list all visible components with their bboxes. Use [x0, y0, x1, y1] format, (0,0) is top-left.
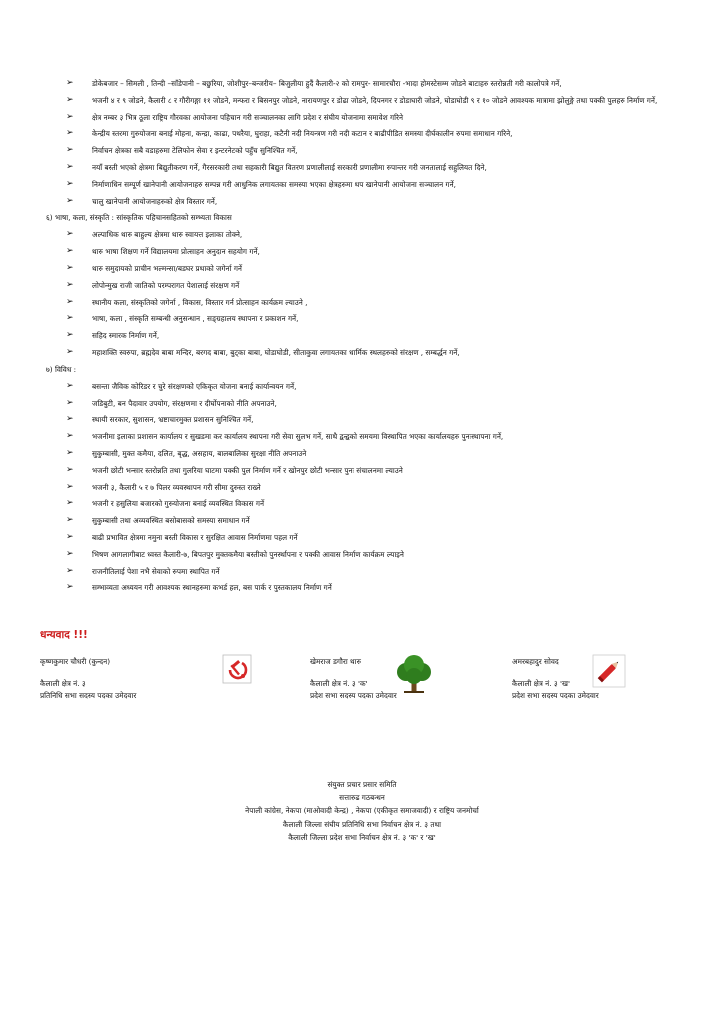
- arrow-bullet-icon: ➢: [66, 414, 74, 425]
- arrow-bullet-icon: ➢: [66, 195, 74, 206]
- arrow-bullet-icon: ➢: [66, 279, 74, 290]
- list-item-text: डोकेबजार – सिमली , तिन्दी –साँडेपानी – बछुरिया, जोशीपुर–बन्जरीय– बिजुलीया हुदैं कैलारी-२ को रामपुर- सामारचौरा -भादा होमस्टेसम्म जोडने बाटाहरु स्तरोन्नती गरी कालोपत्रे गर्ने,: [92, 79, 562, 88]
- arrow-bullet-icon: ➢: [66, 346, 74, 357]
- list-item: [66, 263, 666, 274]
- list-item: [66, 128, 666, 139]
- list-item: [66, 582, 666, 593]
- arrow-bullet-icon: ➢: [66, 498, 74, 509]
- list-item: [66, 448, 666, 459]
- footer-line: कैलाली जिल्ला संघीय प्रतिनिधि सभा निर्वाचन क्षेत्र नं. ३ तथा: [282, 819, 442, 829]
- list-item-text: बाढी प्रभावित क्षेत्रमा नमुना बस्ती विकास र सुरक्षित आवास निर्माणमा पहल गर्ने: [92, 532, 298, 542]
- footer-line: नेपाली कांग्रेस, नेकपा (माओवादी केन्द्र) , नेकपा (एकीकृत समाजवादी) र राष्ट्रिय जनमोर्चा: [245, 806, 479, 816]
- list-item-text: केन्द्रीय स्तरमा गुरुयोजना बनाई मोहना, कन्द्रा, काढा, पथरैया, घुराहा, कटैनी नदी नियन्त्रण गरी नदी कटान र बाढीपीडित समस्या दीर्घकालीन रुपमा समाधान गरिने,: [92, 129, 513, 139]
- list-item-text: निर्वाचन क्षेत्रका सबै वडाहरुमा टेलिफोन सेवा र इन्टरनेटको पहुँच सुनिश्चित गर्ने,: [92, 146, 298, 156]
- arrow-bullet-icon: ➢: [66, 178, 74, 189]
- arrow-bullet-icon: ➢: [66, 464, 74, 475]
- candidate-area: कैलाली क्षेत्र नं. ३: [40, 679, 86, 688]
- pen-icon: [592, 654, 626, 692]
- list-item-text: जडिबुटी, बन पैदावार उपयोग, संरक्षणमा र दीर्घोपनाको नीति अपनाउने,: [92, 398, 277, 408]
- list-item: [66, 95, 666, 106]
- list-item-text: अल्पाधिक थारु बाहुल्य क्षेत्रमा थारु स्वायत्त इलाका तोक्ने,: [92, 230, 243, 240]
- arrow-bullet-icon: ➢: [66, 481, 74, 492]
- arrow-bullet-icon: ➢: [66, 582, 74, 593]
- list-item-text: भिषण आगलागीबाट ध्वस्त कैलारी-७, बिपतपुर मुक्तकमैया बस्तीको पुनर्स्थापना र पक्की आवास निर्माण कार्यक्रम ल्याइने: [92, 549, 404, 559]
- list-item-text: क्षेत्र नम्बर ३ भित्र ठूला राष्ट्रिय गौरवका आयोजना पहिचान गरी सञ्चालनका लागि प्रदेश र संघीय योजनामा समावेश गरिने: [92, 112, 404, 122]
- arrow-bullet-icon: ➢: [66, 161, 74, 172]
- candidate-2: [310, 656, 397, 702]
- footer-line: कैलाली जिल्ला प्रदेश सभा निर्वाचन क्षेत्र नं. ३ 'क' र 'ख': [288, 832, 436, 842]
- list-item: [66, 112, 666, 123]
- list-item-text: भजनीमा इलाका प्रशासन कार्यालय र सुखडमा कर कार्यालय स्थापना गरी सेवा सुलभ गर्ने, साथै द्वन्द्वको समयमा विस्थापित भएका कार्यालयहरु पुनःस्थापना गर्ने,: [92, 432, 504, 442]
- list-item: [66, 532, 666, 543]
- candidate-name: अमरबहादुर सोवद: [512, 657, 559, 666]
- arrow-bullet-icon: ➢: [66, 229, 74, 240]
- list-item-text: सुकुम्बासी तथा अव्यवस्थित बसोबासको समस्या समाधान गर्ने: [92, 516, 250, 526]
- arrow-bullet-icon: ➢: [66, 145, 74, 156]
- list-item-text: राजनीतिलाई पेशा नभै सेवाको रुपमा स्थापित गर्ने: [92, 566, 220, 576]
- list-item: [66, 515, 666, 526]
- list-item: [66, 465, 666, 476]
- candidate-name: कृष्णकुमार चौधरी (कुन्दन): [40, 657, 111, 666]
- arrow-bullet-icon: ➢: [66, 128, 74, 139]
- arrow-bullet-icon: ➢: [66, 262, 74, 273]
- list-item-text: थारु भाषा शिक्षण गर्ने विद्यालयमा प्रोत्साहन अनुदान सहयोग गर्ने,: [92, 247, 260, 257]
- footer-line: संयुक्त प्रचार प्रसार समिति: [327, 780, 397, 789]
- list-item-text: भाषा, कला , संस्कृति सम्बन्धी अनुसन्धान , सङ्ग्रहालय स्थापना र प्रकाशन गर्ने,: [92, 314, 299, 324]
- arrow-bullet-icon: ➢: [66, 548, 74, 559]
- list-item: [66, 549, 666, 560]
- candidate-role: प्रदेश सभा सदस्य पदका उमेदवार: [512, 691, 599, 700]
- list-item-text: स्थायी सरकार, सुशासन, भ्रष्टाचारमुक्त प्रशासन सुनिश्चित गर्ने,: [92, 415, 254, 425]
- candidate-role: प्रतिनिधि सभा सदस्य पदका उमेदवार: [40, 691, 137, 700]
- list-item-text: सम्भाव्यता अध्ययन गरी आवश्यक स्थानहरुमा कभर्ड हल, बस पार्क र पुस्तकालय निर्माण गर्ने: [92, 583, 332, 593]
- section-6-heading: ६) भाषा, कला, संस्कृति : सांस्कृतिक पहिचानसहितको सम्भ्यता विकास: [46, 213, 232, 223]
- list-item: [66, 280, 666, 291]
- list-item-text: भजनी ३, कैलारी ५ र ७ पिलर व्यवस्थापन गरी सीमा दुरुस्त राख्ने: [92, 482, 261, 492]
- list-item-text: महाशक्ति स्वरुपा, ब्रह्मदेव बाबा मन्दिर, बरगद बाबा, बुट्का बाबा, घोडाघोडी, सीताकुवा लगायतका धार्मिक स्थलहरुको संरक्षण , सम्बर्द्धन गर्ने,: [92, 347, 460, 357]
- list-item-text: भजनी ४ र ९ जोडने, कैलारी ८ र गौरीगङ्गा ११ जोडने, मन्फरा र बिसनपुर जोडने, नारायणपुर र डोढा जोडने, दिपनगर र डोडाघारी जोडने, घोडाघोडी ९ र १० जोडने आवश्यक मात्रामा झोलुङ्गे तथा पक्की पुलहरु निर्माण गर्ने,: [92, 95, 658, 105]
- arrow-bullet-icon: ➢: [66, 515, 74, 526]
- list-item-text: सुकुम्बासी, मुक्त कमैया, दलित, बृद्ध, असहाय, बालबालिका सुरक्षा नीति अपनाउने: [92, 448, 307, 458]
- section-7-items: [66, 381, 666, 594]
- arrow-bullet-icon: ➢: [66, 565, 74, 576]
- list-item: [66, 347, 666, 358]
- list-item: [66, 414, 666, 425]
- list-item: [66, 196, 666, 207]
- list-item: [66, 330, 666, 341]
- arrow-bullet-icon: ➢: [66, 78, 74, 88]
- arrow-bullet-icon: ➢: [66, 246, 74, 257]
- list-item-text: स्थानीय कला, संस्कृतिको जगेर्ना , विकास, विस्तार गर्न प्रोत्साहन कार्यक्रम ल्याउने ,: [92, 297, 308, 307]
- arrow-bullet-icon: ➢: [66, 447, 74, 458]
- candidate-3: [512, 656, 599, 702]
- candidate-area: कैलाली क्षेत्र नं. ३ 'क': [310, 679, 368, 688]
- arrow-bullet-icon: ➢: [66, 397, 74, 408]
- list-item: [66, 482, 666, 493]
- list-item-text: भजनी छोटी भन्सार स्तरोन्नति तथा गुलरिया घाटमा पक्की पुल निर्माण गर्ने र खोनपुर छोटी भन्सार पुनः संचालनमा ल्याउने: [92, 465, 403, 475]
- tree-icon: [392, 654, 436, 698]
- list-item: [66, 498, 666, 509]
- arrow-bullet-icon: ➢: [66, 431, 74, 442]
- arrow-bullet-icon: ➢: [66, 296, 74, 307]
- list-item: [66, 246, 666, 257]
- list-item: [66, 431, 666, 442]
- list-item-text: निर्माणाधिन सम्पूर्ण खानेपानी आयोजनाहरु सम्पन्न गरी आधुनिक लगायतका समस्या भएका क्षेत्रहरुमा थप खानेपानी आयोजना सञ्चालन गर्ने,: [92, 179, 456, 189]
- list-item-text: बसन्ता जैविक कोरिडर र चुरे संरक्षणको एकिकृत योजना बनाई कार्यान्वयन गर्ने,: [92, 381, 297, 391]
- section-6-items: [66, 229, 666, 358]
- list-item-text: सहिद स्मारक निर्माण गर्ने,: [92, 331, 160, 341]
- footer-line: सत्तारुढ गठबन्धन: [339, 793, 385, 803]
- arrow-bullet-icon: ➢: [66, 94, 74, 105]
- list-item-text: भजनी र हसुलिया बजारको गुरुयोजना बनाई व्यवस्थित विकास गर्ने: [92, 499, 265, 509]
- list-item-text: थारु समुदायको प्राचीन भल्मन्सा/बडघर प्रथाको जगेर्ना गर्ने: [92, 263, 242, 273]
- footer-committee: [0, 778, 724, 844]
- hammer-sickle-icon: [222, 654, 252, 688]
- list-item: [66, 229, 666, 240]
- list-item: [66, 78, 666, 89]
- list-item: [66, 398, 666, 409]
- candidate-name: खेमराज डगौरा थारु: [310, 657, 361, 666]
- arrow-bullet-icon: ➢: [66, 111, 74, 122]
- section-7-heading: ७) विविध :: [46, 364, 77, 374]
- list-item-text: लोपोन्मुख राजी जातिको परम्परागत पेशालाई संरक्षण गर्ने: [92, 280, 240, 290]
- list-item: [66, 145, 666, 156]
- infrastructure-items: [66, 78, 666, 207]
- arrow-bullet-icon: ➢: [66, 313, 74, 324]
- list-item-text: चालु खानेपानी आयोजनाहरुको क्षेत्र विस्तार गर्ने,: [92, 196, 218, 206]
- candidate-1: [40, 656, 136, 702]
- arrow-bullet-icon: ➢: [66, 380, 74, 391]
- list-item: [66, 381, 666, 392]
- list-item: [66, 297, 666, 308]
- list-item-text: नयाँ बस्ती भएको क्षेत्रमा बिद्युतीकरण गर्ने, गैरसरकारी तथा सहकारी बिद्युत वितरण प्रणालीलाई सरकारी प्रणालीमा रुपान्तर गरी जनतालाई सहुलियत दिने,: [92, 162, 487, 172]
- candidate-area: कैलाली क्षेत्र नं. ३ 'ख': [512, 679, 570, 688]
- list-item: [66, 566, 666, 577]
- list-item: [66, 313, 666, 324]
- thanks-heading: धन्यवाद !!!: [40, 629, 88, 641]
- arrow-bullet-icon: ➢: [66, 330, 74, 341]
- list-item: [66, 162, 666, 173]
- arrow-bullet-icon: ➢: [66, 531, 74, 542]
- bullet-list: [46, 78, 666, 599]
- candidate-role: प्रदेश सभा सदस्य पदका उमेदवार: [310, 691, 397, 700]
- list-item: [66, 179, 666, 190]
